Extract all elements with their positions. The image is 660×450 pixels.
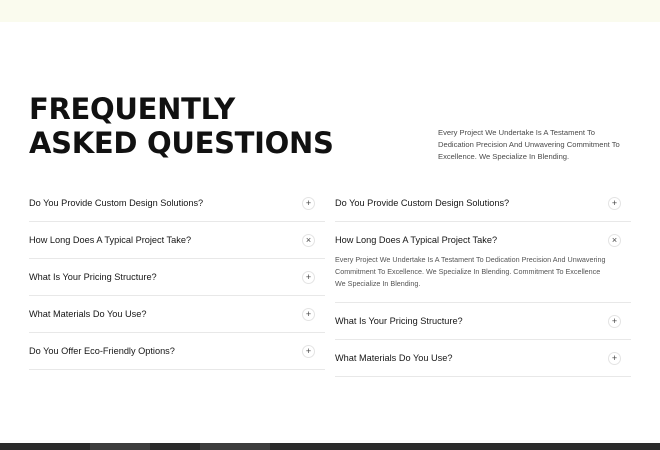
faq-question: Do You Offer Eco-Friendly Options?	[29, 346, 175, 356]
faq-question: What Materials Do You Use?	[29, 309, 147, 319]
plus-icon[interactable]: +	[608, 315, 621, 328]
faq-question-row[interactable]	[29, 185, 325, 221]
plus-icon[interactable]: +	[608, 352, 621, 365]
faq-item	[29, 259, 325, 296]
bottom-band-segment	[90, 443, 150, 450]
page-title-line-1: FREQUENTLY	[29, 92, 235, 126]
close-icon[interactable]: ×	[302, 234, 315, 247]
faq-question: Do You Provide Custom Design Solutions?	[29, 198, 204, 208]
faq-question-row[interactable]	[29, 296, 325, 332]
faq-question: How Long Does A Typical Project Take?	[29, 235, 192, 245]
intro-text: Every Project We Undertake Is A Testament To Dedication Precision And Unwavering Commitment To Excellence. We Specialize In Blending.	[438, 128, 620, 161]
faq-question: Do You Provide Custom Design Solutions?	[335, 198, 510, 208]
faq-item	[335, 303, 631, 340]
faq-question-row[interactable]	[29, 222, 325, 258]
page-title	[29, 92, 359, 160]
plus-icon[interactable]: +	[608, 197, 621, 210]
faq-item	[335, 340, 631, 377]
faq-item-expanded	[335, 222, 631, 303]
page-title-line-2: ASKED QUESTIONS	[29, 126, 334, 160]
close-icon[interactable]: ×	[608, 234, 621, 247]
faq-question-row[interactable]	[335, 340, 631, 376]
faq-question: How Long Does A Typical Project Take?	[335, 235, 498, 245]
bottom-band-segment	[200, 443, 270, 450]
top-band	[0, 0, 660, 22]
faq-item	[29, 185, 325, 222]
faq-item	[29, 222, 325, 259]
faq-item	[29, 296, 325, 333]
faq-question: What Is Your Pricing Structure?	[335, 316, 463, 326]
faq-item	[29, 333, 325, 370]
faq-item	[335, 185, 631, 222]
faq-question-row[interactable]	[29, 333, 325, 369]
bottom-band	[0, 443, 660, 450]
faq-answer: Every Project We Undertake Is A Testament To Dedication Precision And Unwavering Commitment To Excellence. We Specialize In Blending. Commitment To Excellence We Specialize In Blending.	[335, 255, 606, 288]
plus-icon[interactable]: +	[302, 197, 315, 210]
plus-icon[interactable]: +	[302, 345, 315, 358]
faq-question-row[interactable]	[335, 303, 631, 339]
plus-icon[interactable]: +	[302, 271, 315, 284]
faq-column-left	[29, 185, 325, 370]
faq-question: What Materials Do You Use?	[335, 353, 453, 363]
faq-question-row[interactable]	[335, 185, 631, 221]
faq-column-right	[335, 185, 631, 377]
plus-icon[interactable]: +	[302, 308, 315, 321]
faq-question: What Is Your Pricing Structure?	[29, 272, 157, 282]
faq-question-row[interactable]	[29, 259, 325, 295]
faq-question-row[interactable]	[335, 222, 631, 258]
